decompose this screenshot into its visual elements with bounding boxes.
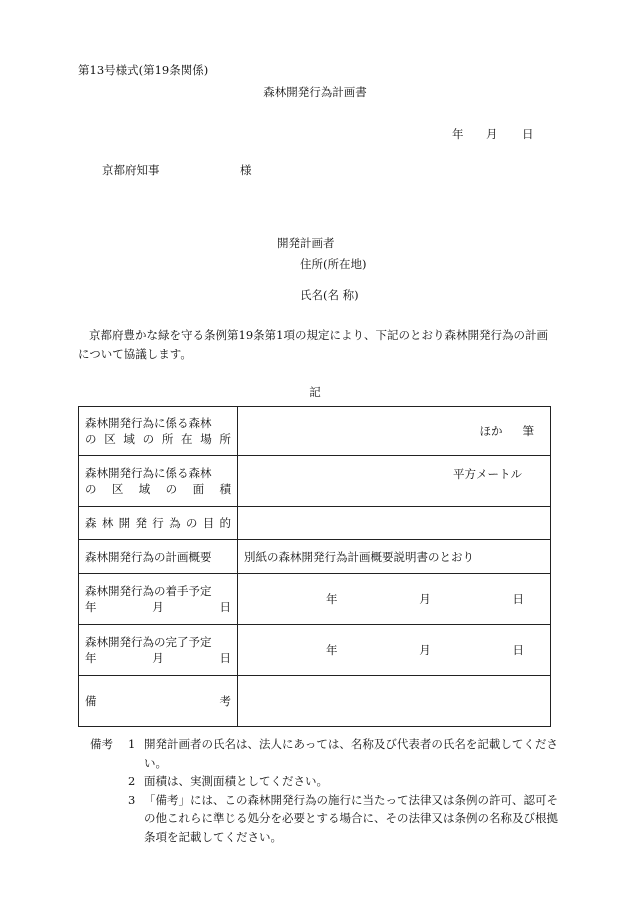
notes-heading: 備考: [90, 737, 113, 751]
label-location: 森林開発行為に係る森林 の 区 域 の 所 在 場 所: [79, 407, 238, 456]
applicant-address-label: 住所(所在地): [300, 257, 367, 271]
row-end: [79, 625, 551, 676]
end-day: 日: [512, 643, 524, 657]
addressee-honorific: 様: [240, 163, 252, 177]
value-outline: 別紙の森林開発行為計画概要説明書のとおり: [238, 540, 551, 574]
date-day: 日: [522, 127, 534, 141]
applicant-heading: 開発計画者: [277, 236, 335, 250]
row-start: [79, 574, 551, 625]
row-remarks: [79, 676, 551, 727]
body-text: 京都府豊かな緑を守る条例第19条第1項の規定により、下記のとおり森林開発行為の計画について協議します。: [78, 328, 548, 361]
label-outline: 森林開発行為の計画概要: [79, 540, 238, 574]
note-item: 備考 1 開発計画者の氏名は、法人にあっては、名称及び代表者の氏名を記載してください。: [90, 735, 560, 772]
form-number: 第13号様式(第19条関係): [78, 63, 209, 77]
label-area: 森林開発行為に係る森林 の 区 域 の 面 積: [79, 456, 238, 507]
start-month: 月: [419, 592, 431, 606]
start-year: 年: [326, 592, 338, 606]
ki-marker: 記: [309, 385, 321, 399]
note-item: 2 面積は、実測面積としてください。: [128, 774, 328, 788]
value-location[interactable]: [238, 407, 551, 456]
location-suffix-hitsu: 筆: [522, 424, 534, 438]
applicant-name-label: 氏名(名 称): [300, 288, 359, 302]
label-remarks: 備 考: [79, 676, 238, 727]
plan-table: [78, 406, 551, 727]
value-remarks[interactable]: [238, 676, 551, 727]
value-end[interactable]: [238, 625, 551, 676]
value-start[interactable]: [238, 574, 551, 625]
label-start: 森林開発行為の着手予定 年 月 日: [79, 574, 238, 625]
end-month: 月: [419, 643, 431, 657]
label-end: 森林開発行為の完了予定 年 月 日: [79, 625, 238, 676]
date-year: 年: [452, 127, 464, 141]
value-area[interactable]: [238, 456, 551, 507]
row-outline: [79, 540, 551, 574]
notes-section: [90, 735, 560, 846]
row-purpose: [79, 507, 551, 540]
row-location: [79, 407, 551, 456]
start-day: 日: [512, 592, 524, 606]
location-suffix-hoka: ほか: [479, 424, 503, 438]
note-item: 3 「備考」には、この森林開発行為の施行に当たって法律又は条例の許可、認可その他これらに準じる処分を必要とする場合に、その法律又は条例の名称及び根拠条項を記載してください。: [128, 792, 558, 844]
addressee-name: 京都府知事: [102, 163, 160, 177]
page-title: 森林開発行為計画書: [263, 85, 367, 99]
area-unit: 平方メートル: [453, 467, 522, 481]
end-year: 年: [326, 643, 338, 657]
label-purpose: 森 林 開 発 行 為 の 目 的: [79, 507, 238, 540]
date-month: 月: [486, 127, 498, 141]
value-purpose[interactable]: [238, 507, 551, 540]
row-area: [79, 456, 551, 507]
